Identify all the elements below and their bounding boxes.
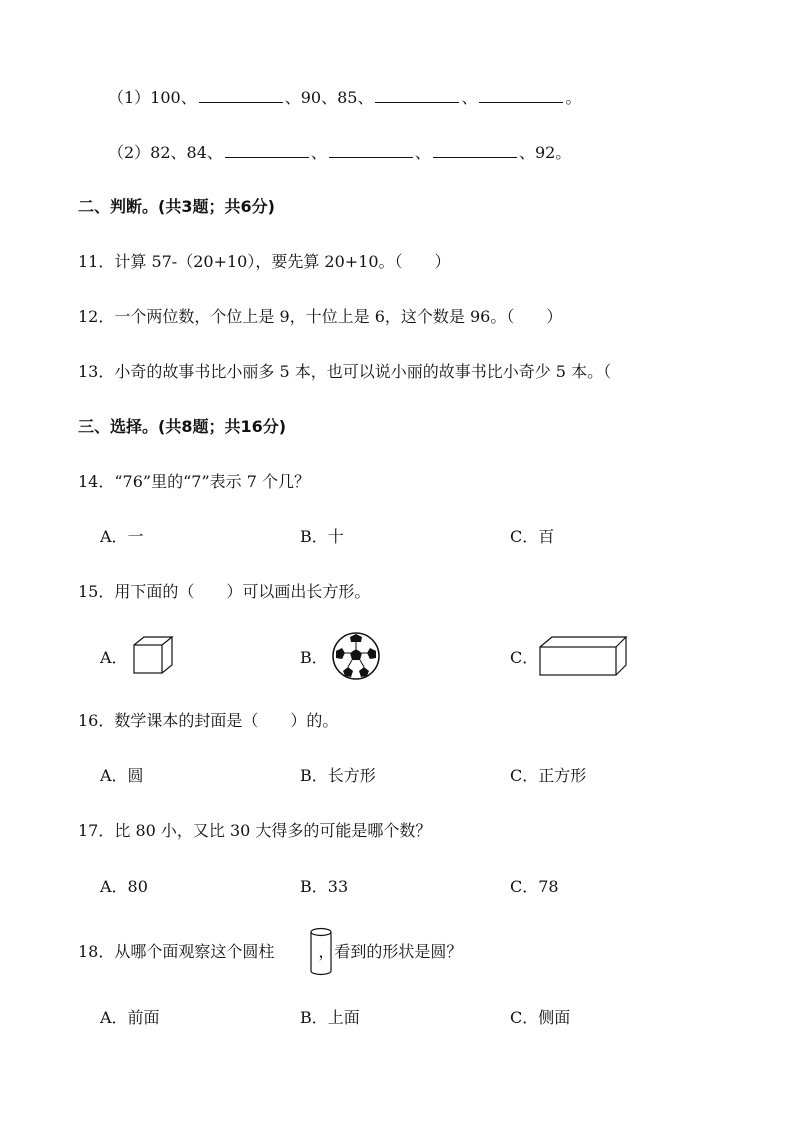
q17-option-a[interactable]: A．80 [100, 877, 148, 896]
q15-option-a[interactable]: A． [100, 648, 128, 667]
section-heading-choice: 三、选择。(共8题；共16分) [78, 417, 287, 436]
q14-option-c[interactable]: C．百 [510, 527, 555, 546]
fill-row-2 [108, 143, 571, 163]
answer-blank[interactable] [433, 143, 517, 158]
cylinder-icon [309, 927, 333, 977]
q17-option-c[interactable]: C．78 [510, 877, 559, 896]
question-18-text-a: 18．从哪个面观察这个圆柱 [78, 942, 275, 961]
fill-row-2-prefix: （2）82、84、 [108, 143, 223, 162]
answer-blank[interactable] [199, 88, 283, 103]
section-heading-judge: 二、判断。(共3题；共6分) [78, 197, 275, 216]
q16-option-a[interactable]: A．圆 [100, 766, 144, 785]
q15-option-c[interactable]: C． [510, 648, 539, 667]
fill-row-2-suffix: 、92。 [518, 143, 572, 162]
question-14: 14．“76”里的“7”表示 7 个几？ [78, 472, 310, 491]
question-18-text-b: ，看到的形状是圆？ [318, 942, 463, 961]
question-17: 17．比 80 小，又比 30 大得多的可能是哪个数？ [78, 821, 432, 840]
soccer-ball-icon[interactable] [331, 631, 381, 681]
cuboid-icon[interactable] [538, 635, 628, 677]
question-18 [78, 942, 462, 962]
answer-blank[interactable] [479, 88, 563, 103]
fill-row-1-mid2: 、 [461, 88, 478, 107]
q15-option-b[interactable]: B． [300, 648, 328, 667]
fill-row-1-mid1: 、90、85、 [284, 88, 374, 107]
answer-blank[interactable] [329, 143, 413, 158]
fill-row-1-prefix: （1）100、 [108, 88, 197, 107]
q17-option-b[interactable]: B．33 [300, 877, 349, 896]
q16-option-b[interactable]: B．长方形 [300, 766, 376, 785]
q18-option-b[interactable]: B．上面 [300, 1008, 360, 1027]
q18-option-c[interactable]: C．侧面 [510, 1008, 571, 1027]
answer-blank[interactable] [225, 143, 309, 158]
fill-row-1-suffix: 。 [565, 88, 582, 107]
question-13: 13．小奇的故事书比小丽多 5 本，也可以说小丽的故事书比小奇少 5 本。（ [78, 362, 612, 381]
question-12: 12．一个两位数，个位上是 9，十位上是 6，这个数是 96。（ ） [78, 307, 563, 326]
q16-option-c[interactable]: C．正方形 [510, 766, 587, 785]
fill-row-2-mid2: 、 [414, 143, 431, 162]
question-16: 16．数学课本的封面是（ ）的。 [78, 711, 339, 730]
q14-option-b[interactable]: B．十 [300, 527, 344, 546]
question-11: 11．计算 57-（20+10），要先算 20+10。（ ） [78, 252, 451, 271]
cube-icon[interactable] [132, 635, 174, 675]
fill-row-1 [108, 88, 582, 108]
q14-option-a[interactable]: A．一 [100, 527, 144, 546]
question-15: 15．用下面的（ ）可以画出长方形。 [78, 582, 371, 601]
fill-row-2-mid1: 、 [310, 143, 327, 162]
q18-option-a[interactable]: A．前面 [100, 1008, 160, 1027]
answer-blank[interactable] [375, 88, 459, 103]
